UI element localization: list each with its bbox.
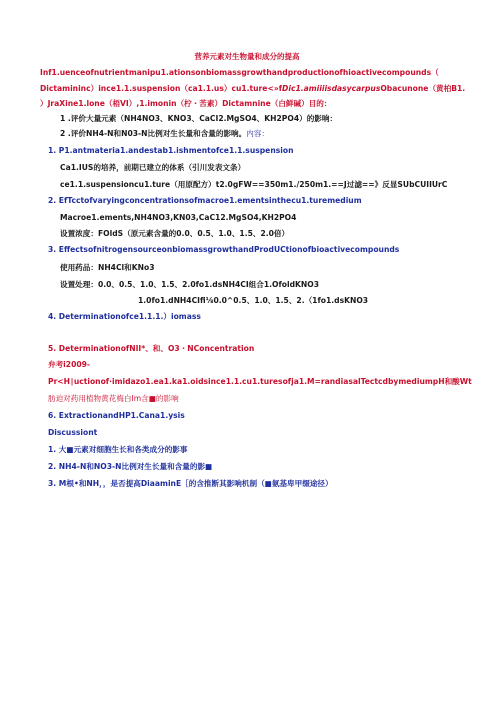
aim-item-1: 1 .评价大量元素（NH4NO3、KNO3、CaCI2.MgSO4、KH2PO4）的影响： (60, 114, 338, 123)
section-5-line-2: Pr<H∣uctionof∙imidazo1.ea1.ka1.oidsince1.1.cu1.turesofja1.M=randiasalTectcdbymediumpH和酸Wt (48, 377, 472, 386)
section-3-heading: 3. EffectsofnitrogensourceonbiomassgrowthandProdUCtionofbioactivecompounds (48, 245, 400, 254)
aim-item-2: 2 .评价NH4-N和N03-N比例对生长量和含量的影响。内容： (60, 129, 270, 138)
section-5-line-1: 弁考i2009- (48, 360, 91, 369)
section-2-heading: 2. EfTcctofvaryingconcentrationsofmacroe1.ementsinthecu1.turemedium (48, 196, 362, 205)
discussion-item-2: 2. NH4-N和NO3-N比例对生长量和含量的影■ (48, 462, 213, 471)
section-5-heading: 5. DeterminationofNII*、和、O3・NConcentration (48, 344, 255, 353)
section-3-line-2: 设置处理：0.0、0.5、1.0、1.5、2.0fo1.dsNH4CI组合1.OfoldKNO3 (60, 280, 319, 289)
section-1-line-1: Ca1.IUS的培养，前期已建立的体系（引川发表文条） (60, 163, 246, 172)
intro-line-2: Dictamininc）ince1.1.suspension（ca1.1.us）cu1.ture<»fDic1.amiiiisdasycarpusObacunone（黄柏B1. (40, 84, 466, 93)
section-6-heading: 6. ExtractionandHP1.Cana1.ysis (48, 411, 185, 420)
section-1-heading: 1. P1.antmateria1.andestab1.ishmentofce1.1.suspension (48, 146, 294, 155)
discussion-item-1: 1. 大■元素对细胞生长和各类成分的影事 (48, 445, 188, 454)
section-3-line-3: 1.0fo1.dNH4CIfi⅛0.0^0.5、1.0、1.5、2.（1fo1.dsKNO3 (138, 296, 369, 305)
section-5-line-3: 肪迫对药用植物黄花梅白Im含■的影响 (48, 394, 179, 403)
discussion-heading: Discussiont (48, 428, 98, 437)
intro-line-1: Inf1.uenceofnutrientmanipu1.ationsonbiomassgrowthandproductionofhioactivecompounds（ (40, 68, 439, 77)
section-3-line-1: 使用药品：NH4Cl和KNo3 (60, 263, 155, 272)
section-2-line-1: Macroe1.ements,NH4NO3,KN03,CaC12.MgSO4,KH2PO4 (60, 213, 297, 222)
section-2-line-2: 设置浓度：FOldS（原元素含量的0.0、0.5、1.0、1.5、2.0倍） (60, 229, 290, 238)
section-4-heading: 4. Determinationofce1.1.1.）iomass (48, 312, 201, 321)
intro-line-3: ）JraXine1.lone（梧VI）,1.imonin（柠・苦素）Dictamnine（白鲜碱）目的： (40, 99, 332, 108)
discussion-item-3: 3. M根•和NH，，是否提高DiaaminE［的含推断其影响机制（■氨基卑甲缀途径） (48, 479, 333, 488)
section-1-line-2: ce1.1.suspensioncu1.ture（用原配方）t2.0gFW==350m1./250m1.==J过滤==》反显SUbCUIIUrC (60, 180, 448, 189)
document-title: 营养元素对生物量和成分的提高 (194, 52, 300, 61)
